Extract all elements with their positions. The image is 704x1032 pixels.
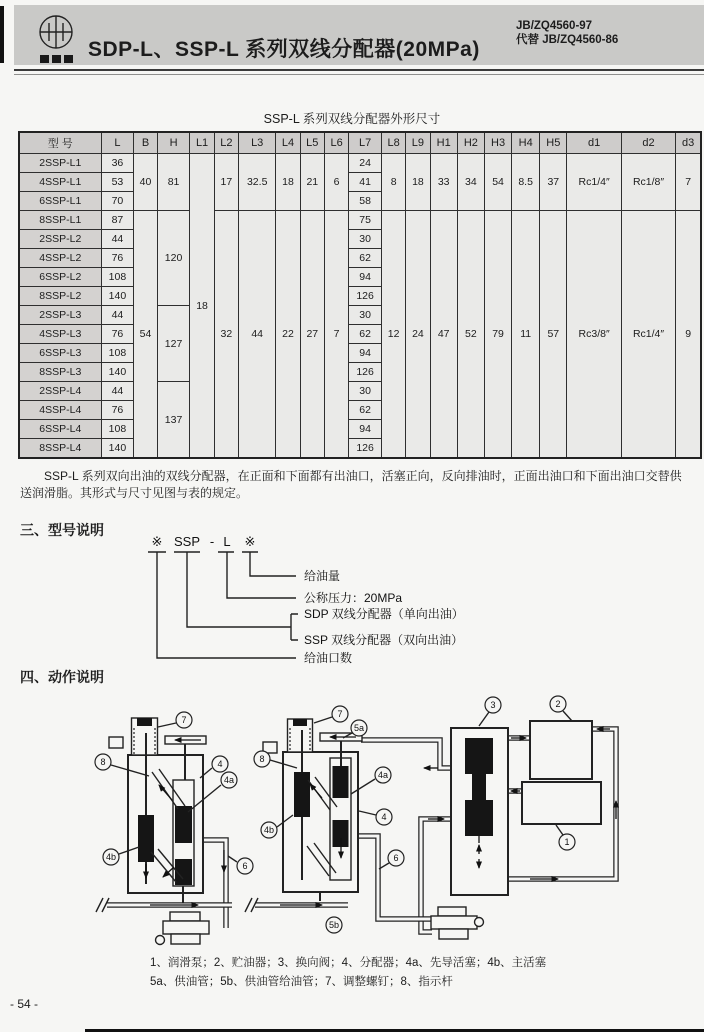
callout-7: [314, 706, 348, 723]
label-sdp: SDP 双线分配器（单向出油）: [304, 607, 464, 621]
header-rule-light: [14, 74, 704, 75]
company-logo-icon: [32, 11, 80, 67]
middle-distributor-diagram: [245, 706, 484, 939]
svg-text:1: 1: [564, 837, 570, 847]
column-header: L7: [349, 132, 382, 154]
svg-text:4a: 4a: [223, 775, 235, 785]
dimension-table: [18, 131, 702, 459]
column-header: d3: [676, 132, 701, 154]
dimension-cell: 44: [239, 211, 276, 459]
main-piston: [294, 772, 310, 817]
dimension-cell: Rc1/8″: [621, 154, 675, 211]
dimension-cell: 62: [349, 401, 382, 420]
dimension-cell: 62: [349, 249, 382, 268]
dimension-cell: 30: [349, 306, 382, 325]
code-series: SSP: [173, 534, 201, 549]
dimension-cell: 70: [101, 192, 134, 211]
dimension-cell: 137: [157, 382, 190, 459]
model-cell: 8SSP-L1: [19, 211, 101, 230]
page-title: SDP-L、SSP-L 系列双线分配器(20MPa): [88, 38, 480, 62]
dimension-cell: 79: [484, 211, 511, 459]
dimension-cell: 18: [190, 154, 214, 459]
callout-6: [379, 850, 404, 869]
dimension-cell: 140: [101, 363, 134, 382]
dimension-cell: 87: [101, 211, 134, 230]
dimension-cell: 76: [101, 325, 134, 344]
dimension-cell: 41: [349, 173, 382, 192]
svg-text:8: 8: [259, 754, 265, 764]
left-distributor-diagram: [95, 712, 253, 945]
callout-1: [556, 825, 575, 850]
dimension-cell: 94: [349, 268, 382, 287]
svg-text:5b: 5b: [328, 920, 340, 930]
series-note: SSP-L 系列双向出油的双线分配器，在正面和下面都有出油口，活塞正向，反向排油时，正面出油口和下面出油口交替供送润滑脂。其形式与尺寸见图与表的规定。: [20, 469, 682, 500]
column-header: d2: [621, 132, 675, 154]
standard-code: JB/ZQ4560-97: [516, 20, 593, 32]
dimension-cell: 140: [101, 287, 134, 306]
dimension-cell: 17: [214, 154, 238, 211]
dimension-cell: 53: [101, 173, 134, 192]
column-header: L4: [276, 132, 300, 154]
main-piston: [138, 815, 154, 862]
valve-spool: [465, 738, 493, 774]
dimension-cell: 75: [349, 211, 382, 230]
dimension-cell: 54: [134, 211, 157, 459]
model-cell: 6SSP-L2: [19, 268, 101, 287]
grease-fitting: [156, 912, 210, 945]
dimension-cell: 126: [349, 287, 382, 306]
label-ports: 给油口数: [304, 651, 353, 665]
svg-text:4: 4: [381, 812, 387, 822]
model-cell: 8SSP-L4: [19, 439, 101, 459]
action-diagram: [0, 688, 704, 953]
dimension-cell: Rc1/4″: [621, 211, 675, 459]
column-header: H: [157, 132, 190, 154]
dimension-cell: 52: [457, 211, 484, 459]
dimension-cell: 30: [349, 230, 382, 249]
column-header: B: [134, 132, 157, 154]
column-header: L9: [406, 132, 430, 154]
dimension-cell: 36: [101, 154, 134, 173]
column-header: L: [101, 132, 134, 154]
pilot-piston: [333, 766, 349, 798]
dimension-cell: 81: [157, 154, 190, 211]
dimension-cell: 32: [214, 211, 238, 459]
column-header: L8: [381, 132, 405, 154]
svg-text:6: 6: [393, 853, 399, 863]
model-cell: 6SSP-L3: [19, 344, 101, 363]
column-header: L3: [239, 132, 276, 154]
callout-6: [228, 856, 253, 874]
model-code-lines: [148, 552, 298, 658]
code-mark-1: ※: [151, 534, 163, 549]
model-cell: 2SSP-L1: [19, 154, 101, 173]
column-header: L2: [214, 132, 238, 154]
label-oil-volume: 给油量: [304, 569, 341, 583]
standard-replaces: 代替 JB/ZQ4560-86: [516, 34, 619, 46]
column-header: L6: [324, 132, 348, 154]
table-caption: SSP-L 系列双线分配器外形尺寸: [263, 112, 441, 126]
standard-codes: [516, 19, 618, 47]
svg-text:7: 7: [337, 709, 343, 719]
code-dash: -: [209, 534, 215, 549]
column-header: H2: [457, 132, 484, 154]
dimension-cell: 21: [300, 154, 324, 211]
column-header: d1: [567, 132, 621, 154]
section-heading-model: 三、型号说明: [20, 522, 104, 538]
label-ssp: SSP 双线分配器（双向出油）: [304, 633, 464, 647]
dimension-cell: 37: [540, 154, 567, 211]
dimension-cell: 7: [676, 154, 701, 211]
model-cell: 6SSP-L4: [19, 420, 101, 439]
dimension-cell: 120: [157, 211, 190, 306]
svg-text:5a: 5a: [353, 723, 365, 733]
column-header: L1: [190, 132, 214, 154]
model-cell: 6SSP-L1: [19, 192, 101, 211]
dimension-cell: 76: [101, 401, 134, 420]
model-cell: 2SSP-L3: [19, 306, 101, 325]
header-bar: [14, 5, 704, 65]
dimension-cell: 40: [134, 154, 157, 211]
callout-5a: [343, 720, 367, 738]
dimension-cell: 127: [157, 306, 190, 382]
left-edge-bar: [0, 6, 4, 63]
page-number: - 54 -: [10, 997, 39, 1011]
pipe: [361, 740, 451, 768]
oil-reservoir: [530, 721, 592, 779]
svg-text:2: 2: [555, 699, 561, 709]
code-mark-2: ※: [244, 534, 256, 549]
code-size: L: [223, 534, 231, 549]
dimension-cell: 34: [457, 154, 484, 211]
svg-text:4a: 4a: [377, 770, 389, 780]
dimension-cell: 22: [276, 211, 300, 459]
side-port: [109, 737, 123, 748]
section-heading-action: 四、动作说明: [20, 669, 104, 685]
legend-line-2: 5a、供油管；5b、供油管给油管；7、调整螺钉；8、指示杆: [150, 976, 453, 988]
dimension-cell: 44: [101, 306, 134, 325]
grease-fitting: [431, 907, 484, 939]
callout-3: [479, 697, 501, 726]
diagram-legend: [150, 954, 546, 992]
dimension-cell: 94: [349, 344, 382, 363]
model-cell: 2SSP-L2: [19, 230, 101, 249]
svg-text:4: 4: [217, 759, 223, 769]
model-cell: 4SSP-L4: [19, 401, 101, 420]
dimension-cell: 108: [101, 420, 134, 439]
column-header: H4: [512, 132, 540, 154]
dimension-cell: 140: [101, 439, 134, 459]
dimension-cell: 24: [349, 154, 382, 173]
dimension-cell: Rc1/4″: [567, 154, 621, 211]
legend-line-1: 1、润滑泵；2、贮油器；3、换向阀；4、分配器；4a、先导活塞；4b、主活塞: [150, 957, 547, 969]
column-header: 型 号: [19, 132, 101, 154]
dimension-cell: 8.5: [512, 154, 540, 211]
dimension-cell: 94: [349, 420, 382, 439]
dimension-cell: 47: [430, 211, 457, 459]
dimension-cell: 76: [101, 249, 134, 268]
dimension-cell: 54: [484, 154, 511, 211]
svg-text:8: 8: [100, 757, 106, 767]
dimension-cell: 32.5: [239, 154, 276, 211]
model-cell: 4SSP-L1: [19, 173, 101, 192]
svg-text:7: 7: [181, 715, 187, 725]
model-cell: 2SSP-L4: [19, 382, 101, 401]
callout-5b: [326, 917, 342, 933]
model-code-diagram: [0, 530, 704, 678]
callout-2: [550, 696, 572, 721]
callout-4: [359, 809, 392, 825]
system-diagram: [424, 696, 616, 895]
dimension-cell: 8: [381, 154, 405, 211]
dimension-cell: 12: [381, 211, 405, 459]
dimension-cell: 62: [349, 325, 382, 344]
callout-7: [158, 712, 192, 728]
column-header: L5: [300, 132, 324, 154]
dimension-cell: 57: [540, 211, 567, 459]
dimension-cell: 11: [512, 211, 540, 459]
column-header: H1: [430, 132, 457, 154]
dimension-cell: 44: [101, 230, 134, 249]
dimension-cell: 126: [349, 439, 382, 459]
svg-text:4b: 4b: [263, 825, 275, 835]
dimension-cell: 18: [406, 154, 430, 211]
dimension-cell: 27: [300, 211, 324, 459]
svg-text:4b: 4b: [105, 852, 117, 862]
dimension-cell: 108: [101, 268, 134, 287]
model-cell: 4SSP-L3: [19, 325, 101, 344]
model-cell: 4SSP-L2: [19, 249, 101, 268]
lubrication-pump: [522, 782, 601, 824]
svg-text:6: 6: [242, 861, 248, 871]
dimension-cell: 108: [101, 344, 134, 363]
dimension-cell: Rc3/8″: [567, 211, 621, 459]
dimension-cell: 126: [349, 363, 382, 382]
dimension-cell: 33: [430, 154, 457, 211]
dimension-cell: 7: [324, 211, 348, 459]
dimension-cell: 30: [349, 382, 382, 401]
dimension-cell: 44: [101, 382, 134, 401]
pipe: [203, 840, 226, 928]
svg-text:3: 3: [490, 700, 496, 710]
header-rule-dark: [14, 69, 704, 71]
label-pressure: 公称压力：20MPa: [304, 591, 403, 605]
dimension-cell: 9: [676, 211, 701, 459]
column-header: H5: [540, 132, 567, 154]
dimension-cell: 24: [406, 211, 430, 459]
dimension-cell: 6: [324, 154, 348, 211]
column-header: H3: [484, 132, 511, 154]
model-cell: 8SSP-L3: [19, 363, 101, 382]
dimension-cell: 58: [349, 192, 382, 211]
model-cell: 8SSP-L2: [19, 287, 101, 306]
dimension-cell: 18: [276, 154, 300, 211]
